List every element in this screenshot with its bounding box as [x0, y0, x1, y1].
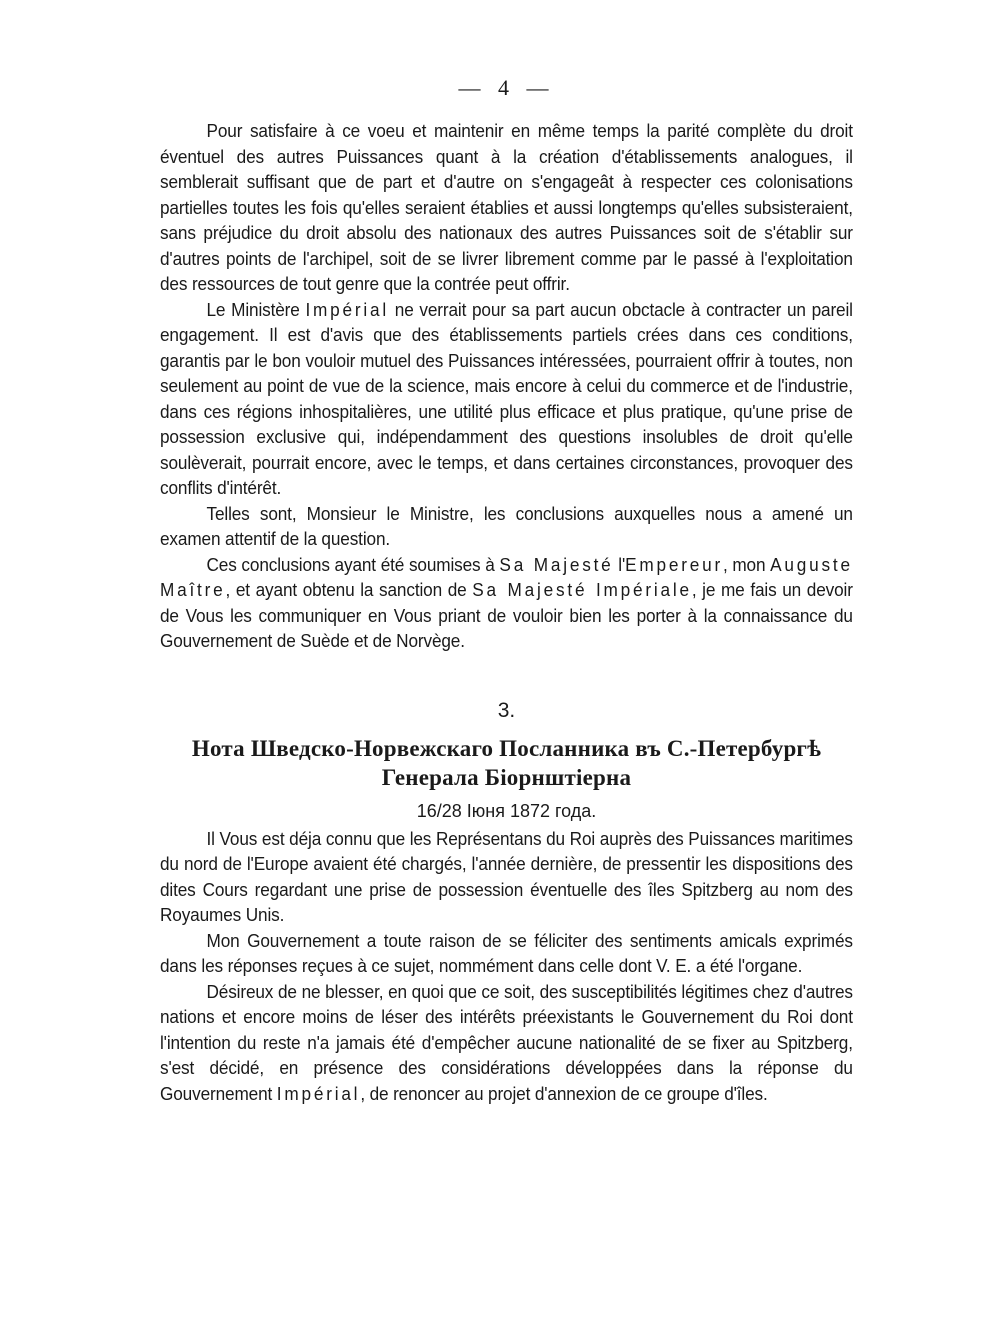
paragraph: [160, 826, 853, 928]
emphasized-text: Impérial: [276, 1082, 361, 1104]
section-date: 16/28 Іюня 1872 года.: [416, 800, 597, 821]
paragraph: [160, 979, 853, 1107]
paragraph: [160, 297, 853, 501]
emphasized-text: Impérial: [305, 298, 389, 320]
page-number: — 4 —: [458, 75, 555, 100]
text-run: Le Ministère: [206, 298, 306, 320]
emphasized-text: Sa Majesté: [499, 553, 614, 575]
section-title-line-1: Нота Шведско-Норвежскаго Посланника въ С.-Петербургѣ: [191, 735, 822, 761]
section-number: 3.: [497, 698, 516, 722]
text-run: Il Vous est déja connu que les Représentans du Roi auprès des Puissances maritimes du nord de l'Europe avaient été chargés, l'année dernière, de pressentir les dispositions des dites Cours regardant une prise de possession éventuelle des îles Spitzberg au nom des Royaumes Unis.: [160, 827, 853, 925]
text-run: ne verrait pour sa part aucun obctacle à contracter un pareil engagement. Il est d'avis que des établissements partiels crées dans ces conditions, garantis par le bon vouloir mutuel des Puissances intéressées, pourraient offrir à toutes, non seulement au point de vue de la science, mais encore à celui du commerce et de l'industrie, dans ces régions inhospitalières, une utilité plus efficace et plus pratique, qu'une prise de possession exclusive qui, indépendamment des questions insolubles de droit qu'elle soulèverait, pourrait encore, avec le temps, et dans certaines circonstances, provoquer des conflits d'intérêt.: [160, 298, 853, 498]
paragraph: [160, 501, 853, 552]
text-run: , mon: [722, 553, 771, 575]
section-body: [160, 826, 853, 1107]
text-run: l': [613, 553, 626, 575]
section-title-line-2: Генерала Біорнштіерна: [381, 764, 632, 790]
text-run: Désireux de ne blesser, en quoi que ce soit, des susceptibilités légitimes chez d'autres nations et encore moins de léser des intérêts préexistants le Gouvernement du Roi dont l'intention du reste n'a jamais été d'empêcher aucune nationalité de se fixer au Spitzberg, s'est décidé, en présence des considérations développées dans la réponse du Gouvernement: [160, 980, 853, 1104]
text-run: , et ayant obtenu la sanction de: [225, 579, 473, 600]
document-page: [160, 70, 853, 1106]
paragraph: [160, 552, 853, 654]
text-run: Ces conclusions ayant été soumises à: [206, 553, 500, 575]
text-run: , je me fais un devoir de Vous les communiquer en Vous priant de vouloir bien les porter à la connaissance du Gouvernement de Suède et de Norvège.: [160, 579, 853, 651]
emphasized-text: Empereur: [625, 553, 723, 575]
paragraph: [160, 928, 853, 979]
section-title: [160, 734, 853, 792]
paragraph: [160, 118, 853, 297]
letter-continued: [160, 118, 853, 654]
emphasized-text: Auguste Maître: [160, 553, 853, 600]
text-run: Telles sont, Monsieur le Ministre, les conclusions auxquelles nous a amené un examen attentif de la question.: [160, 502, 853, 549]
text-run: Pour satisfaire à ce voeu et maintenir en même temps la parité complète du droit éventuel des autres Puissances quant à la création d'établissements analogues, il semblerait suffisant que de part et d'autre on s'engageât à respecter ces colonisations partielles toutes les fois qu'elles seraient établies et aussi longtemps qu'elles subsisteraient, sans préjudice du droit absolu des nationaux des autres Puissances soit de s'établir sur d'autres points de l'archipel, soit de se livrer librement comme par le passé à l'exploitation des ressources de tout genre que la contrée peut offrir.: [160, 120, 853, 294]
text-run: , de renoncer au projet d'annexion de ce groupe d'îles.: [360, 1082, 768, 1104]
text-run: Mon Gouvernement a toute raison de se féliciter des sentiments amicals exprimés dans les réponses reçues à ce sujet, nommément dans celle dont V. E. a été l'organe.: [160, 929, 853, 976]
emphasized-text: Sa Majesté Impériale: [472, 579, 692, 600]
